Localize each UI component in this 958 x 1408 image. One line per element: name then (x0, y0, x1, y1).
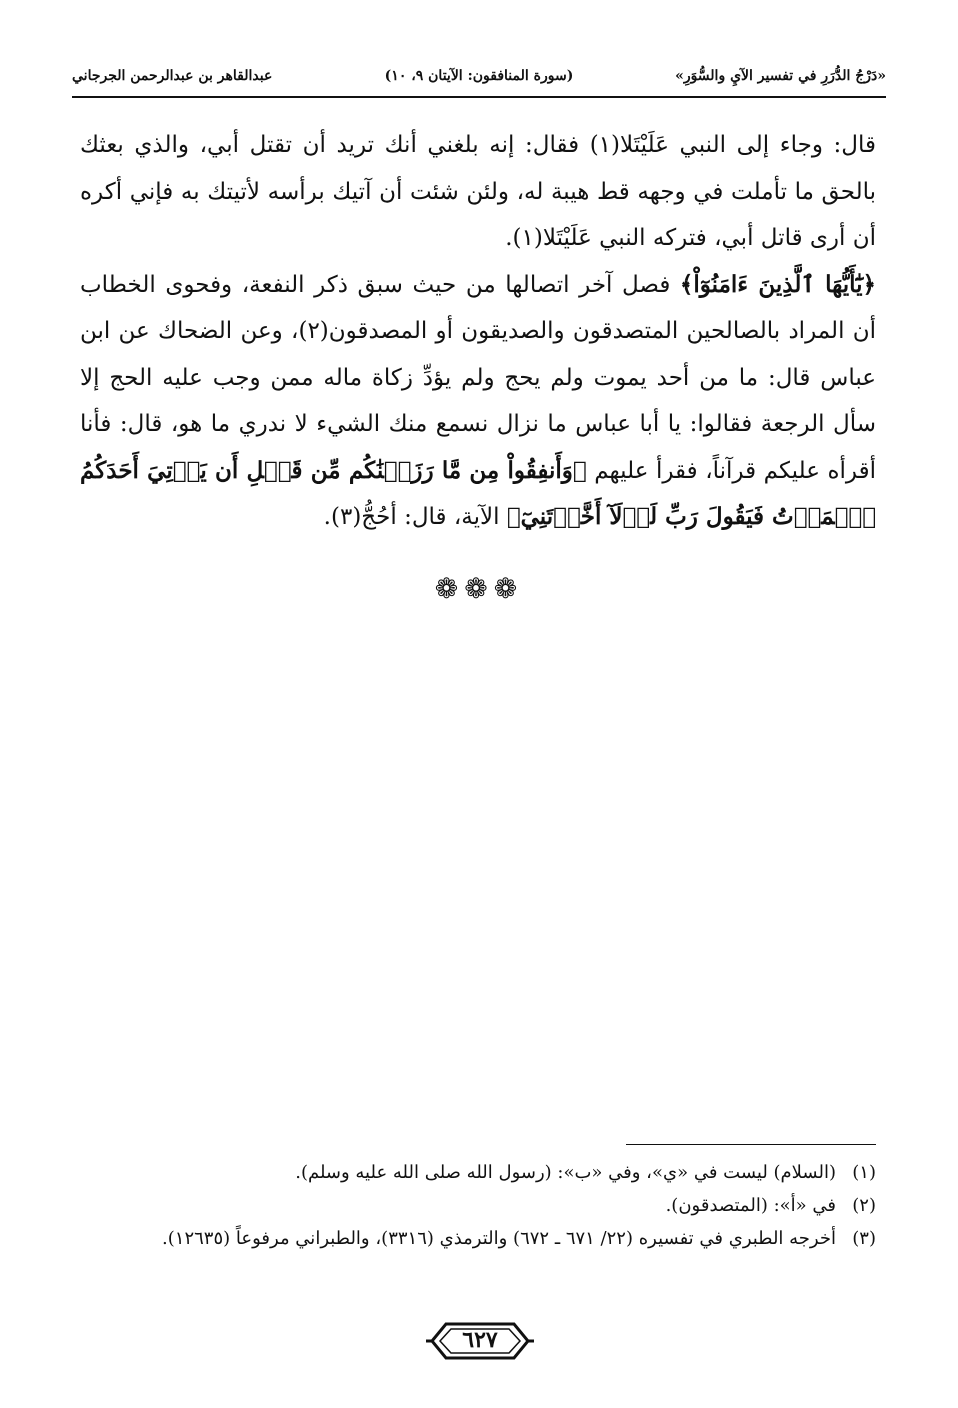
section-separator: ❁❁❁ (434, 572, 524, 605)
footnote-2 (80, 1189, 876, 1222)
footnote-text: أخرجه الطبري في تفسيره (٢٢/ ٦٧١ ـ ٦٧٢) والترمذي (٣٣١٦)، والطبراني مرفوعاً (١٢٦٣٥). (162, 1228, 836, 1249)
footnote-1 (80, 1156, 876, 1189)
quran-verse-1: ﴿يَٰٓأَيُّهَا ٱلَّذِينَ ءَامَنُوٓاْ﴾ (679, 270, 876, 298)
main-text (80, 122, 876, 541)
footnote-3 (80, 1222, 876, 1255)
header-surah-info: (سورة المنافقون: الآيتان ٩، ١٠) (384, 68, 574, 84)
paragraph-2-end: الآية، قال: أحُجُّ(٣). (323, 504, 507, 530)
footnotes (80, 1156, 876, 1255)
paragraph-2-text: فصل آخر اتصالها من حيث سبق ذكر النفعة، وفحوى الخطاب أن المراد بالصالحين المتصدقون والصديقون أو المصدقون(٢)، وعن الضحاك عن ابن عباس قال: ما من أحد يموت ولم يحج ولم يؤدِّ زكاة ماله ممن وجب عليه الحج إلا سأل الرجعة فقالوا: يا أبا عباس ما نزال نسمع منك الشيء لا ندري ما هو، قال: فأنا أقرأه عليكم قرآناً، فقرأ عليهم (80, 271, 876, 484)
header-book-title: «دَرْجُ الدُّرَرِ في تفسير الآيِ والسُّوَرِ» (675, 68, 886, 84)
page-number-ornament (424, 1318, 536, 1364)
quran-verse-2: ﴿وَأَنفِقُواْ مِن مَّا رَزَقۡنَٰكُم مِّن قَبۡلِ أَن يَأۡتِيَ أَحَدَكُمُ ٱلۡمَوۡتُ فَيَقُولَ رَبِّ لَوۡلَآ أَخَّرۡتَنِيٓ﴾ (80, 456, 876, 530)
footnote-divider (626, 1144, 876, 1145)
footnote-text: في «أ»: (المتصدقون). (665, 1195, 836, 1216)
footnote-number: (٣) (852, 1228, 876, 1249)
paragraph-1: قال: وجاء إلى النبي عَلَيْتَلا(١) فقال: إنه بلغني أنك تريد أن تقتل أبي، والذي بعثك بالحق ما تأملت في وجهه قط هيبة له، ولئن شئت أن آتيك برأسه لأتيتك به فإني أكره أن أرى قاتل أبي، فتركه النبي عَلَيْتَلا(١). (80, 132, 876, 251)
header-author: عبدالقاهر بن عبدالرحمن الجرجاني (72, 68, 273, 84)
footnote-text: (السلام) ليست في «ي»، وفي «ب»: (رسول الله صلى الله عليه وسلم). (295, 1162, 836, 1183)
paragraph-2 (80, 262, 876, 541)
running-header (72, 62, 886, 98)
footnote-number: (٢) (852, 1195, 876, 1216)
footnote-number: (١) (852, 1162, 876, 1183)
page-number: ٦٢٧ (462, 1327, 498, 1353)
